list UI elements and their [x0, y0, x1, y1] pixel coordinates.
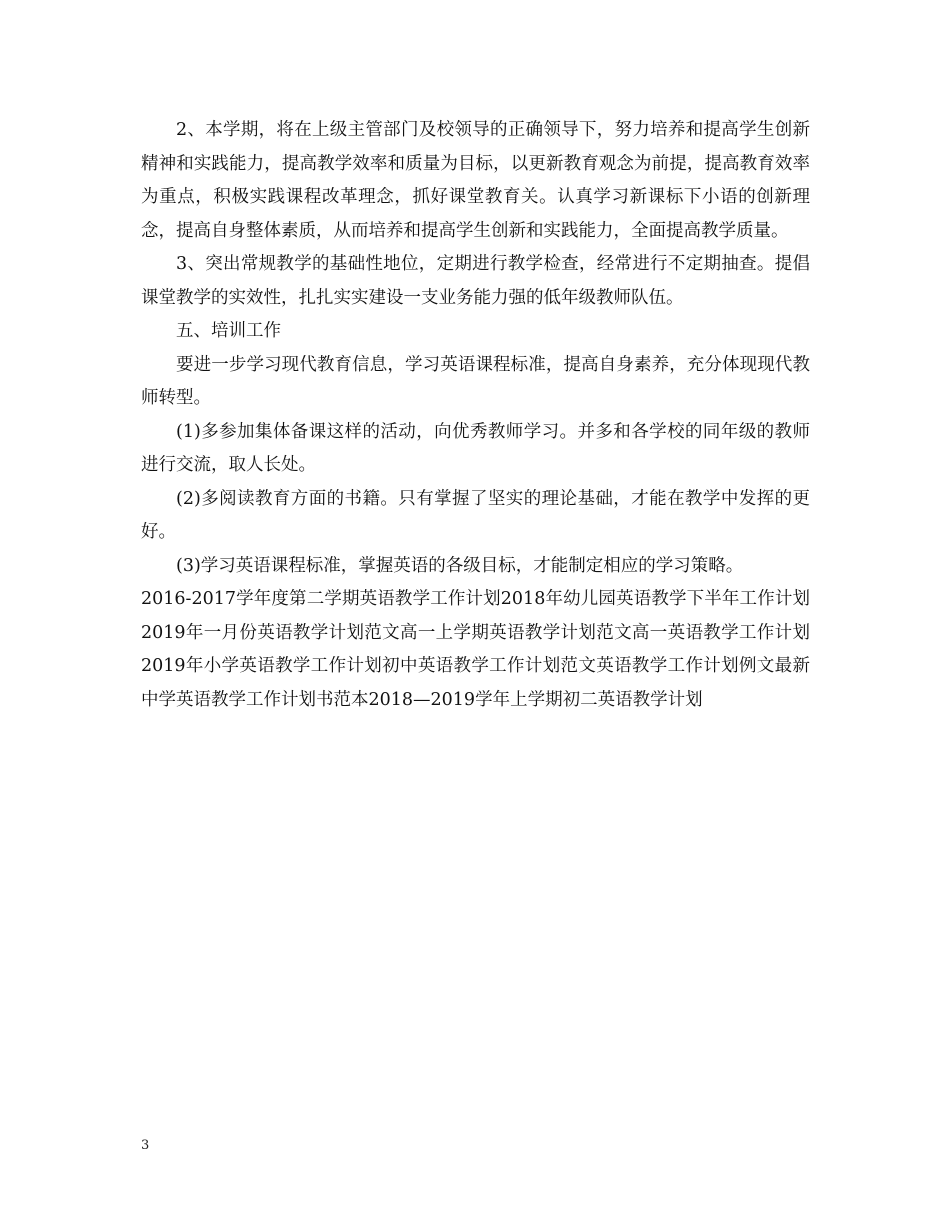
paragraph-item-2: 2、本学期，将在上级主管部门及校领导的正确领导下，努力培养和提高学生创新精神和实践能力，提高教学效率和质量为目标，以更新教育观念为前提，提高教育效率为重点，积极实践课程改革理念，抓好课堂教育关。认真学习新课标下小语的创新理念，提高自身整体素质，从而培养和提高学生创新和实践能力，全面提高教学质量。	[141, 120, 810, 241]
document-body	[141, 114, 810, 717]
paragraph-training-2: (2)多阅读教育方面的书籍。只有掌握了坚实的理论基础，才能在教学中发挥的更好。	[141, 488, 810, 542]
paragraph-training-3: (3)学习英语课程标准，掌握英语的各级目标，才能制定相应的学习策略。	[176, 555, 744, 576]
paragraph-training-1: (1)多参加集体备课这样的活动，向优秀教师学习。并多和各学校的同年级的教师进行交流，取人长处。	[141, 421, 810, 475]
related-documents-text: 2016-2017学年度第二学期英语教学工作计划2018年幼儿园英语教学下半年工作计划2019年一月份英语教学计划范文高一上学期英语教学计划范文高一英语教学工作计划2019年小学英语教学工作计划初中英语教学工作计划范文英语教学工作计划例文最新中学英语教学工作计划书范本2018—2019学年上学期初二英语教学计划	[141, 589, 810, 710]
page-number: 3	[141, 1138, 150, 1153]
paragraph-item-3: 3、突出常规教学的基础性地位，定期进行教学检查，经常进行不定期抽查。提倡课堂教学的实效性，扎扎实实建设一支业务能力强的低年级教师队伍。	[141, 254, 810, 308]
section-heading-training: 五、培训工作	[176, 321, 281, 341]
paragraph-training-intro: 要进一步学习现代教育信息，学习英语课程标准，提高自身素养，充分体现现代教师转型。	[141, 354, 810, 408]
